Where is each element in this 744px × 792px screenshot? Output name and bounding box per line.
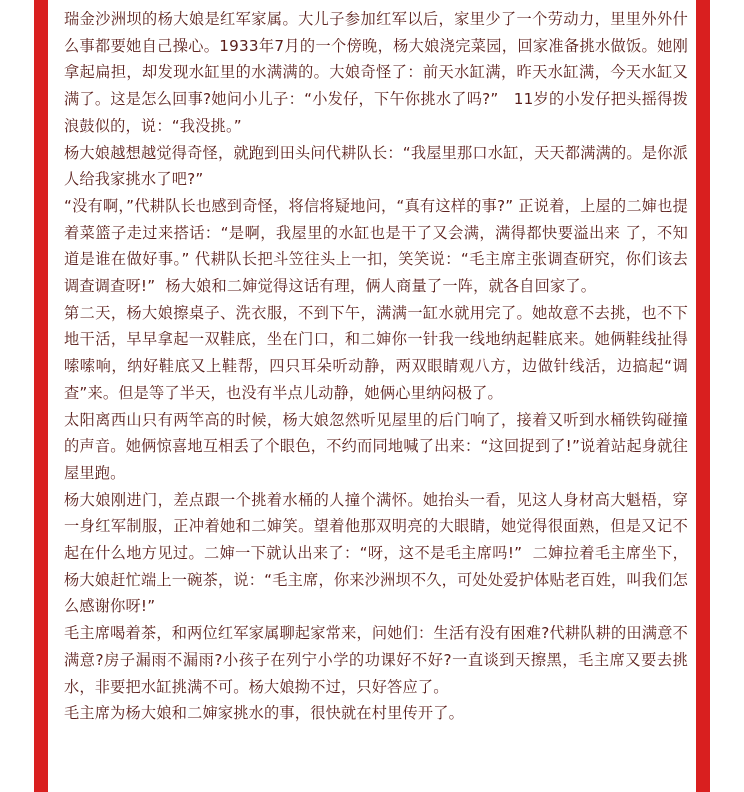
right-red-border <box>696 0 710 792</box>
paragraph: “没有啊，”代耕队长也感到奇怪，将信将疑地问，“真有这样的事?” 正说着，上屋的二婶也提着菜篮子走过来搭话：“是啊，我屋里的水缸也是干了又会满，满得都快要溢出来 了，不知道是谁在做好事。” 代耕队长把斗笠往头上一扣，笑笑说：“毛主席主张调查研究，你们该去调查调查呀!” 杨大娘和二婶觉得这话有理，俩人商量了一阵，就各自回家了。 <box>64 196 688 296</box>
paragraph: 毛主席为杨大娘和二婶家挑水的事，很快就在村里传开了。 <box>64 704 465 723</box>
article-body <box>64 6 688 727</box>
paragraph: 第二天，杨大娘擦桌子、洗衣服，不到下午，满满一缸水就用完了。她故意不去挑，也不下地干活，早早拿起一双鞋底，坐在门口，和二婶你一针我一线地纳起鞋底来。她俩鞋线扯得嗦嗦响，纳好鞋底又上鞋帮，四只耳朵听动静，两双眼睛观八方，边做针线活，边搞起“调查”来。但是等了半天，也没有半点儿动静，她俩心里纳闷极了。 <box>64 303 688 402</box>
paragraph: 太阳离西山只有两竿高的时候，杨大娘忽然听见屋里的后门响了，接着又听到水桶铁钩碰撞的声音。她俩惊喜地互相丢了个眼色，不约而同地喊了出来：“这回捉到了!”说着站起身就往屋里跑。 <box>64 410 688 482</box>
paragraph: 毛主席喝着茶，和两位红军家属聊起家常来，问她们：生活有没有困难?代耕队耕的田满意不满意?房子漏雨不漏雨?小孩子在列宁小学的功课好不好?一直谈到天擦黑，毛主席又要去挑水，非要把水缸挑满不可。杨大娘拗不过，只好答应了。 <box>64 624 688 696</box>
left-red-border <box>34 0 48 792</box>
paragraph: 瑞金沙洲坝的杨大娘是红军家属。大儿子参加红军以后，家里少了一个劳动力，里里外外什么事都要她自己操心。1933年7月的一个傍晚，杨大娘浇完菜园，回家准备挑水做饭。她刚拿起扁担，却发现水缸里的水满满的。大娘奇怪了：前天水缸满，昨天水缸满，今天水缸又满了。这是怎么回事?她问小儿子：“小发仔，下午你挑水了吗?” 11岁的小发仔把头摇得拨浪鼓似的，说：“我没挑。” <box>64 10 688 135</box>
paragraph: 杨大娘刚进门，差点跟一个挑着水桶的人撞个满怀。她抬头一看，见这人身材高大魁梧，穿一身红军制服，正冲着她和二婶笑。望着他那双明亮的大眼睛，她觉得很面熟，但是又记不起在什么地方见过。二婶一下就认出来了：“呀，这不是毛主席吗!” 二婶拉着毛主席坐下，杨大娘赶忙端上一碗茶，说：“毛主席，你来沙洲坝不久，可处处爱护体贴老百姓，叫我们怎么感谢你呀!” <box>64 490 688 616</box>
paragraph: 杨大娘越想越觉得奇怪，就跑到田头问代耕队长：“我屋里那口水缸，天天都满满的。是你派人给我家挑水了吧?” <box>64 143 688 189</box>
